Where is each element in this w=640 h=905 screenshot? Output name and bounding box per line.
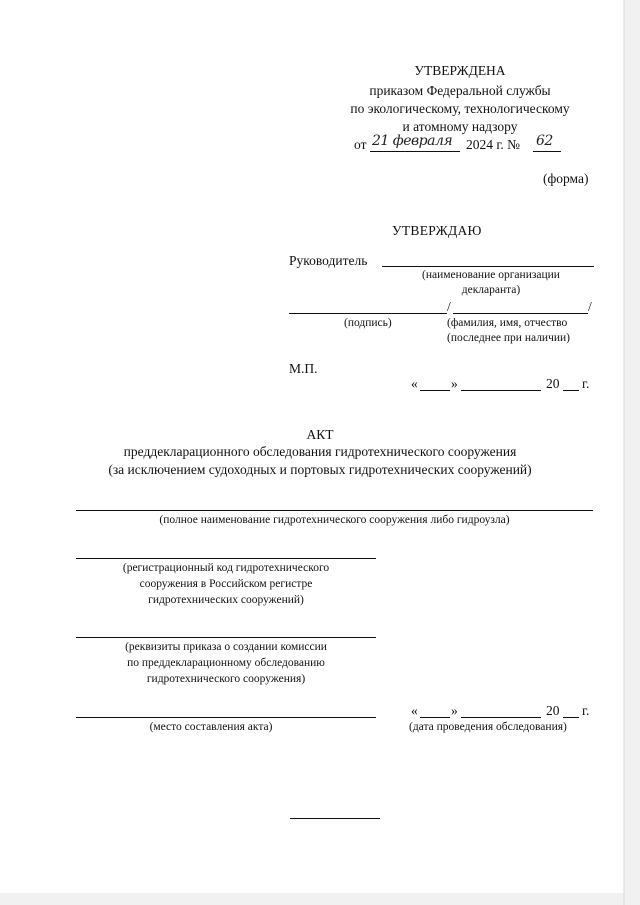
approval-line-1: приказом Федеральной службы bbox=[369, 83, 551, 98]
slash-1: / bbox=[447, 299, 451, 314]
approval-date-line bbox=[370, 151, 460, 152]
head-label: Руководитель bbox=[289, 253, 368, 268]
survey-year-line[interactable] bbox=[563, 717, 579, 718]
approve-date-close: » bbox=[451, 376, 458, 391]
approval-line-3: и атомному надзору bbox=[402, 119, 518, 134]
approval-number-handwritten: 62 bbox=[536, 133, 553, 149]
approval-date-prefix: от bbox=[354, 137, 367, 152]
place-caption: (место составления акта) bbox=[149, 721, 273, 733]
org-caption-2: декларанта) bbox=[461, 284, 521, 296]
survey-day-line[interactable] bbox=[420, 717, 450, 718]
survey-date-open: « bbox=[411, 703, 418, 718]
act-subtitle-1: преддекларационного обследования гидротехнического сооружения bbox=[123, 444, 517, 459]
approval-heading: УТВЕРЖДЕНА bbox=[414, 63, 506, 78]
survey-date-caption: (дата проведения обследования) bbox=[409, 721, 567, 733]
order-line[interactable] bbox=[76, 637, 376, 638]
approval-number-line bbox=[533, 151, 561, 152]
approve-date-open: « bbox=[411, 376, 418, 391]
survey-month-line[interactable] bbox=[461, 717, 541, 718]
reg-code-caption-3: гидротехнических сооружений) bbox=[148, 594, 304, 606]
approve-day-line[interactable] bbox=[420, 390, 450, 391]
fio-line[interactable] bbox=[453, 313, 588, 314]
fio-caption-2: (последнее при наличии) bbox=[447, 332, 571, 344]
approval-date-handwritten: 21 февраля bbox=[372, 133, 453, 149]
closing-separator bbox=[290, 818, 380, 819]
approve-date-year: 20 bbox=[546, 376, 560, 391]
order-caption-2: по преддекларационному обследованию bbox=[127, 657, 325, 669]
reg-code-caption-2: сооружения в Российском регистре bbox=[139, 578, 313, 590]
signature-line[interactable] bbox=[289, 313, 447, 314]
survey-date-close: » bbox=[451, 703, 458, 718]
reg-code-caption-1: (регистрационный код гидротехнического bbox=[122, 562, 330, 574]
approve-date-suffix: г. bbox=[582, 376, 590, 391]
signature-caption: (подпись) bbox=[344, 317, 392, 329]
slash-2: / bbox=[588, 299, 592, 314]
reg-code-line[interactable] bbox=[76, 558, 376, 559]
survey-date-suffix: г. bbox=[582, 703, 590, 718]
approve-heading: УТВЕРЖДАЮ bbox=[392, 223, 482, 238]
approve-month-line[interactable] bbox=[461, 390, 541, 391]
form-label: (форма) bbox=[543, 171, 589, 186]
org-name-line[interactable] bbox=[382, 266, 594, 267]
place-line[interactable] bbox=[76, 717, 376, 718]
full-name-line[interactable] bbox=[76, 510, 593, 511]
approval-year-text: 2024 г. № bbox=[466, 137, 521, 152]
order-caption-1: (реквизиты приказа о создании комиссии bbox=[125, 641, 327, 653]
survey-date-year: 20 bbox=[546, 703, 560, 718]
full-name-caption: (полное наименование гидротехнического сооружения либо гидроузла) bbox=[159, 514, 510, 526]
act-subtitle-2: (за исключением судоходных и портовых гидротехнических сооружений) bbox=[108, 462, 532, 477]
stamp-label: М.П. bbox=[289, 361, 318, 376]
fio-caption-1: (фамилия, имя, отчество bbox=[447, 317, 568, 329]
approve-year-line[interactable] bbox=[563, 390, 579, 391]
act-title: АКТ bbox=[306, 427, 334, 442]
approval-line-2: по экологическому, технологическому bbox=[350, 101, 570, 116]
order-caption-3: гидротехнического сооружения) bbox=[146, 673, 306, 685]
org-caption-1: (наименование организации bbox=[422, 269, 560, 281]
